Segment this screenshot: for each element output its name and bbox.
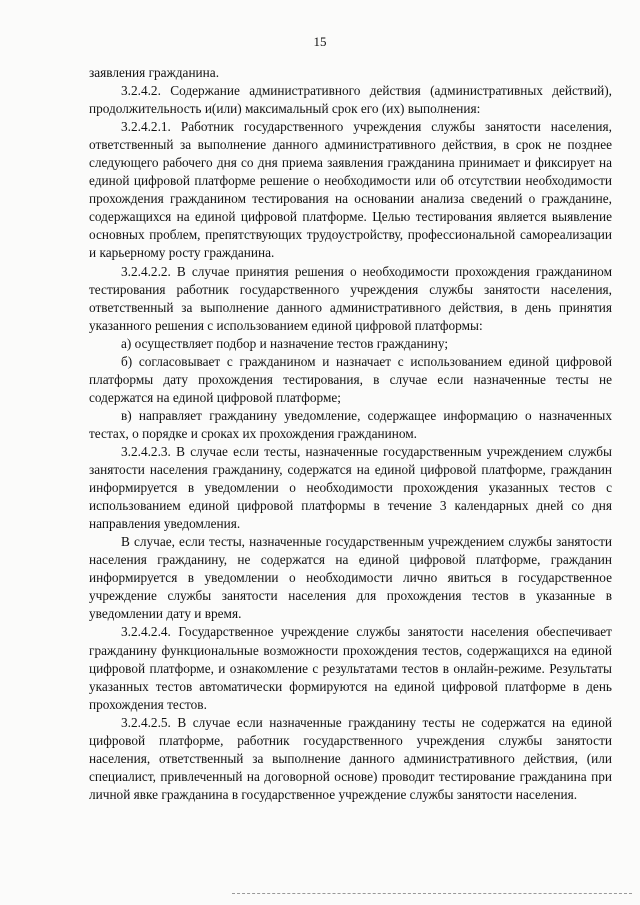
- document-body: [89, 64, 612, 804]
- paragraph-3-2-4-2-2: 3.2.4.2.2. В случае принятия решения о необходимости прохождения гражданином тестирования работник государственного учреждения службы занятости населения, ответственный за выполнение данного административного действия, в день принятия указанного решения с использованием единой цифровой платформы:: [89, 263, 612, 333]
- page-number: 15: [313, 34, 327, 49]
- paragraph-3-2-4-2-1: 3.2.4.2.1. Работник государственного учреждения службы занятости населения, ответственный за выполнение данного административного действия, в срок не позднее следующего рабочего дня со дня приема заявления гражданина принимает и фиксирует на единой цифровой платформе решение о необходимости или об отсутствии необходимости прохождения гражданином тестирования на основании анализа сведений о гражданине, содержащихся на единой цифровой платформе. Целью тестирования является выявление основных проблем, препятствующих трудоустройству, профессиональной самореализации и карьерному росту гражданина.: [89, 119, 612, 261]
- footer-divider: [232, 893, 632, 894]
- paragraph-continuation: заявления гражданина.: [89, 65, 220, 80]
- paragraph-3-2-4-2-3: 3.2.4.2.3. В случае если тесты, назначенные государственным учреждением службы занятости населения гражданину, содержатся на единой цифровой платформе, гражданин информируется в уведомлении о необходимости прохождения указанных тестов с использованием единой цифровой платформы в течение 3 календарных дней со дня направления уведомления.: [89, 443, 612, 532]
- paragraph-3-2-4-2-4: 3.2.4.2.4. Государственное учреждение службы занятости населения обеспечивает гражданину функциональные возможности прохождения тестов, содержащихся на единой цифровой платформе, и ознакомление с результатами тестов в онлайн-режиме. Результаты указанных тестов автоматически формируются на единой цифровой платформе в день прохождения тестов.: [89, 624, 612, 712]
- list-item-b: б) согласовывает с гражданином и назначает с использованием единой цифровой платформы дату прохождения тестирования, в случае если назначенные тесты не содержатся на единой цифровой платформе;: [89, 353, 612, 405]
- paragraph-3-2-4-2-5: 3.2.4.2.5. В случае если назначенные гражданину тесты не содержатся на единой цифровой платформе, работник государственного учреждения службы занятости населения, ответственный за выполнение данного административного действия, (или специалист, привлеченный на договорной основе) проводит тестирование гражданина при личной явке гражданина в государственное учреждение службы занятости населения.: [89, 714, 612, 802]
- paragraph-case-not-on-platform: В случае, если тесты, назначенные государственным учреждением службы занятости населения гражданину, не содержатся на единой цифровой платформе, гражданин информируется в уведомлении о необходимости лично явиться в государственное учреждение службы занятости населения для прохождения тестов в указанные в уведомлении дату и время.: [89, 534, 612, 622]
- paragraph-3-2-4-2: 3.2.4.2. Содержание административного действия (административных действий), продолжительность и(или) максимальный срок его (их) выполнения:: [89, 83, 612, 117]
- list-item-a: а) осуществляет подбор и назначение тестов гражданину;: [121, 335, 449, 351]
- list-item-v: в) направляет гражданину уведомление, содержащее информацию о назначенных тестах, о порядке и сроках их прохождения гражданином.: [89, 407, 612, 441]
